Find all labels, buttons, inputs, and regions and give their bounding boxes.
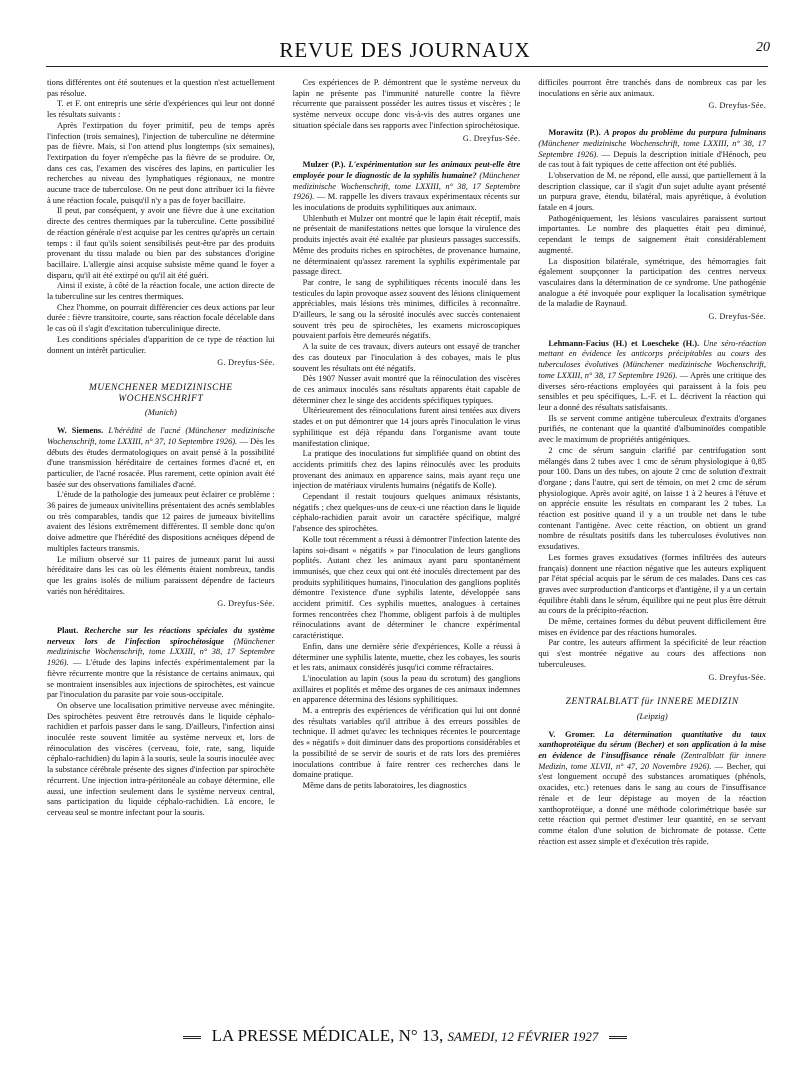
article-reference: (Münchener medizinische Wochenschrift, tome LXXIII, n° 38, 17 Septembre 1926). (47, 636, 275, 668)
journal-city: (Munich) (144, 407, 177, 418)
journal-city: (Leipzig) (636, 710, 668, 721)
paragraph: Même dans de petits laboratoires, les diagnostics (302, 781, 467, 790)
paragraph: A la suite de ces travaux, divers auteurs ont essayé de trancher des cas douteux par l'inoculation à des cobayes, mais le plus souvent les résultats ont été négatifs. (292, 342, 521, 373)
signature: G. Dreyfus-Sée. (708, 672, 767, 682)
article-paragraph (538, 730, 766, 848)
paragraph: On observe une localisation primitive nerveuse avec méningite. Des spirochètes peuvent être retrouvés dans le liquide céphalo-rachidien et parfois passer dans le sang. D'ailleurs, l'infection ainsi inoculée reste souvent limitée au système nerveux et, lors de réinoculation des viscères (cerveau, foie, rate, sang, liquide céphalo-rachidien) du lapin à la souris, seule la souris inoculée avec la substance cérébrale présente des signes d'infection par spirochète récurrent. Une injection intra-péritonéale au cobaye détermine, elle aussi, une infection seulement dans le système nerveux central, sans participation du liquide céphalo-rachidien. Là encore, le cerveau seul se montre infectant pour la souris. (47, 700, 275, 817)
paragraph: Cependant il restait toujours quelques animaux résistants, négatifs ; chez quelques-uns de ceux-ci une réaction dans le liquide céphalo-rachidien parait avoir un caractère spécifique, malgré l'absence des spirochètes. (292, 492, 521, 534)
footer-rule (183, 1036, 201, 1039)
paragraph: La pratique des inoculations fut simplifiée quand on obtint des accidents primitifs chez des lapins réinoculés avec les produits provenant des animaux en apparence sains, mais ayant reçu une injection de matériaux virulents humains (négatifs de Kolle). (292, 449, 521, 491)
column-3 (538, 78, 766, 1018)
paragraph: Il peut, par conséquent, y avoir une fièvre due à une excitation directe des centres thermiques par la tuberculine. Cette possibilité de réaction générale n'est acquise par les centres qu'après un certain temps : il faut qu'ils soient sensibilisés peut-être par des produits provenant du tissu malade ou bien par des substances d'origine bacillaire. L'allergie ainsi acquise subsiste même quand le foyer a disparu, qu'il ait été extirpé ou qu'il ait été guéri. (47, 206, 275, 280)
footer-journal: LA PRESSE MÉDICALE, N° 13, (211, 1026, 444, 1045)
signature: G. Dreyfus-Sée. (708, 312, 767, 322)
article-author: Morawitz (P.). (548, 128, 601, 138)
paragraph: Après l'extirpation du foyer primitif, peu de temps après l'infection (trois semaines), l'injection de tuberculine ne détermine pas de fièvre. Mais, si l'on attend plus longtemps (six semaines), l'extirpation du foyer n'empêche pas la fièvre de se produire. Or, dans ces cas, l'examen des viscères des lapins, en particulier les recherches au niveau des lymphatiques régionaux, ne montre aucune trace de tuberculose. On ne peut donc attribuer ici la fièvre à une réaction focale, puisqu'il n'y a pas de foyer bacillaire. (47, 120, 275, 205)
article-text: — M. rappelle les divers travaux expérimentaux récents sur les inoculations de produits syphilitiques aux animaux. (292, 192, 521, 213)
article-author: W. Siemens. (57, 426, 104, 436)
paragraph: Chez l'homme, on pourrait différencier ces deux actions par leur durée : fièvre transitoire, courte, sans réaction focale décelable dans le cas où il s'agit d'excitation tuberculinique directe. (47, 302, 275, 334)
paragraph: Ainsi il existe, à côté de la réaction focale, une action directe de la tuberculine sur les centres thermiques. (47, 281, 275, 302)
paragraph: Les formes graves exsudatives (formes infiltrées des auteurs français) donnent une réaction négative que les auteurs expliquent par l'état spécial acquis par le sérum de ces malades. Dans ces cas graves avec surproduction d'anticorps et d'antigène, il y a un certain équilibre établi dans le sérum, équilibre qui ne peut plus être détruit au cours de la précipito-réaction. (538, 552, 767, 616)
paragraph: difficiles pourront être tranchés dans de nombreux cas par les inoculations en série aux animaux. (538, 78, 767, 98)
article-author: Plaut. (57, 626, 79, 636)
paragraph: De même, certaines formes du début peuvent difficilement être mises en évidence par des réactions humorales. (538, 617, 767, 637)
paragraph: Par contre, les auteurs affirment la spécificité de leur réaction qui s'est montrée négative au cours des affections non tuberculeuses. (538, 638, 767, 669)
footer-rule (609, 1036, 627, 1039)
journal-section-title: REVUE DES JOURNAUX (279, 38, 531, 62)
signature: G. Dreyfus-Sée. (217, 599, 275, 609)
article-text: — Dès les débuts des études dermatologiques on avait pensé à la possibilité d'une transmission héréditaire de certaines formes d'acné et, en particulier, de l'acné rosacée. Plus rarement, cette opinion avait été basée sur des observations familiales d'acné. (47, 436, 275, 489)
article-title: Une séro-réaction mettant en évidence les anticorps précipitables au cours des tuberculoses évolutives (538, 338, 767, 370)
paragraph: Les conditions spéciales d'apparition de ce type de réaction lui donnent un intérêt particulier. (47, 334, 275, 355)
paragraph: L'étude de la pathologie des jumeaux peut éclairer ce problème : 36 paires de jumeaux univitellins présentaient des acnés semblables ou très comparables, tandis que 12 paires de jumeaux bivitellins avaient des lésions extrêmement différentes. Il semble donc qu'on doive admettre que l'hérédité des dispositions acnéiques dépend de multiples facteurs transmis. (47, 490, 275, 553)
article-text: — Depuis la description initiale d'Hénoch, peu de cas tout à fait typiques de cette affection ont été publiés. (538, 149, 767, 170)
footer-date: SAMEDI, 12 FÉVRIER 1927 (447, 1029, 599, 1044)
article-text: — L'étude des lapins infectés expérimentalement par la fièvre récurrente montre que la résistance de certains animaux, qui se montraient insensibles aux injections de spirochètes, est vaincue par l'inoculation du parasite par voie sous-occipitale. (47, 658, 275, 700)
article-title: L'hérédité de l'acné (108, 426, 181, 436)
article-author: Mulzer (P.). (302, 160, 346, 170)
signature: G. Dreyfus-Sée. (217, 358, 275, 368)
page-number: 20 (756, 40, 770, 55)
article-paragraph (47, 426, 275, 490)
paragraph: L'observation de M. ne répond, elle aussi, que partiellement à la description classique, car il s'agit d'un sujet adulte ayant présenté un purpura grave, étendu, bilatéral, mais apyrétique, à évolution fatale en 4 jours. (538, 170, 767, 213)
paragraph: Le milium observé sur 11 paires de jumeaux parut lui aussi héréditaire dans les cas où les éléments étaient nombreux, tandis que les grains isolés de milium paraissent dépendre de facteurs variés non héréditaires. (47, 554, 275, 596)
paragraph: Ces expériences de P. démontrent que le système nerveux du lapin ne présente pas l'immunité naturelle contre la fièvre récurrente que paraissent posséder les autres tissus et viscères ; le système nerveux occupe donc vis-à-vis des autres organes une situation spéciale dans ses rapports avec l'infection spirochétosique. (292, 78, 521, 130)
page-header (40, 38, 770, 64)
paragraph: Ils se servent comme antigène tuberculeux d'extraits d'organes purifiés, ne contenant que la quantité d'albuminoïdes compatible avec le maximum de propriétés antigéniques. (538, 413, 767, 445)
paragraph: La disposition bilatérale, symétrique, des hémorragies fait également soupçonner la participation des centres nerveux vasculaires dans la détermination de ce syndrome. Une pathogénie analogue a été invoquée pour expliquer la localisation symétrique de la maladie de Raynaud. (538, 256, 767, 309)
paragraph: L'inoculation au lapin (sous la peau du scrotum) des ganglions axillaires et poplités et même des organes de ces animaux indemnes en apparence détermina des lésions syphilitiques. (292, 673, 521, 705)
paragraph: M. a entrepris des expériences de vérification qui lui ont donné des résultats variables qu'il attribue à des erreurs possibles de technique. Il admet qu'avec les techniques récentes le pourcentage des « négatifs » doit diminuer dans des proportions considérables et la possibilité de se servir de souris et de rats lors des premières inoculations contribue à faire rentrer ces recherches dans le domaine pratique. (292, 706, 521, 780)
article-paragraph (293, 160, 521, 214)
column-1 (47, 78, 275, 1018)
article-paragraph (538, 128, 766, 171)
article-title: Recherche sur les réactions spéciales du système nerveux lors de l'infection spirochétosique (47, 626, 275, 646)
paragraph: 2 cmc de sérum sanguin clarifié par centrifugation sont mélangés dans 2 tubes avec 1 cmc de sérum physiologique à 0,85 pour 100. Dans un des tubes, on ajoute 2 cmc de solution d'extrait d'organe ; dans l'autre, qui sert de témoin, on met 2 cmc de sérum physiologique. Après avoir agité, on laisse 1 à 2 heures à l'étuve et on apprécie ensuite les résultats en comparant les 2 tubes. La réaction est positive quand il y a un trouble net dans le tube contenant l'antigène. Avec cette réaction, on obtient un grand nombre de résultats positifs dans les tuberculoses évolutives non exsudatives. (538, 445, 767, 552)
article-author: V. Gromer. (548, 729, 596, 739)
paragraph: Pathogéniquement, les lésions vasculaires paraissent surtout importantes. Le nombre des plaquettes était peu diminué, cependant le temps de saignement était considérablement augmenté. (538, 213, 767, 255)
article-reference: (Münchener medizinische Wochenschrift, tome LXXIII, n° 38, 17 Septembre 1926). (292, 170, 521, 202)
article-text: — Après une critique des diverses séro-réactions employées qui paraissent à la fois peu sensibles et peu spécifiques, L.-F. et L. décrivent la réaction qui leur a donné des résultats satisfaisants. (538, 370, 767, 412)
paragraph: Dès 1907 Nusser avait montré que la réinoculation des viscères de ces animaux inoculés sans résultats apparents était capable de déterminer chez le singe des accidents spécifiques typiques. (292, 374, 521, 405)
article-title: La détermination quantitative du taux xanthoprotéique du sérum (Becher) et son application à la mise en évidence de l'insuffisance rénale (538, 729, 767, 761)
header-rule (46, 66, 768, 67)
article-reference: (Zentralblatt für innere Medizin, tome XLVII, n° 47, 20 Novembre 1926). (538, 751, 766, 771)
signature: G. Dreyfus-Sée. (708, 101, 767, 111)
article-text: — Becher, qui s'est longuement occupé des substances aromatiques (phénols, oxacides, etc.) retenues dans le sang au cours de l'insuffisance rénale et de leur dépistage au moyen de la réaction xanthoprotéique, a donné une méthode colorimétrique basée sur cette réaction qui permet d'estimer leur quantité, en se servant comme étalon d'une solution de bichromate de potasse. Cette réaction est assez simple et d'exécution très rapide. (538, 761, 767, 846)
journal-heading: ZENTRALBLATT für INNERE MEDIZIN (565, 697, 739, 708)
paragraph: Ultérieurement des réinoculations furent ainsi tentées aux divers stades et on put démontrer que 14 jours après l'inoculation le virus syphilitique est déjà répandu dans l'organisme avant toute manifestation clinique. (292, 406, 521, 448)
column-2 (293, 78, 521, 1018)
article-reference: (Münchener medizinische Wochenschrift, tome LXXIII, n° 38, 17 Septembre 1926). (538, 138, 767, 159)
article-title: A propos du problème du purpura fulminans (604, 128, 767, 138)
paragraph: Uhlenhuth et Mulzer ont montré que le lapin était réceptif, mais ne présentait de manifestations nettes que lorsque la virulence des produits injectés avait été exaltée par plusieurs passages successifs. Même des produits riches en spirochètes, de provenance humaine, ne déterminaient qu'assez rarement la syphilis expérimentale par passage direct. (292, 213, 521, 277)
article-title: L'expérimentation sur les animaux peut-elle être employée pour le diagnostic de la syphilis humaine? (292, 160, 521, 180)
paragraph: T. et F. ont entrepris une série d'expériences qui leur ont donné les résultats suivants : (47, 99, 275, 120)
article-reference: (Münchener medizinische Wochenschrift, tome LXXIII, n° 37, 10 Septembre 1926). (47, 426, 275, 446)
article-author: Lehmann-Facius (H.) et Loescheke (H.). (548, 338, 700, 348)
text-columns (47, 78, 766, 1018)
signature: G. Dreyfus-Sée. (462, 133, 521, 143)
paragraph: Par contre, le sang de syphilitiques récents inoculé dans les testicules du lapin provoque assez souvent des lésions cliniquement appréciables, mais lésions très minimes, difficiles à reconnaître. D'ailleurs, le sang ou la sérosité inoculés avec succès contenaient souvent très peu de spirochètes, les examens microscopiques pouvaient parfois être demeurés négatifs. (292, 277, 521, 341)
article-paragraph (47, 626, 275, 701)
paragraph: Enfin, dans une dernière série d'expériences, Kolle a réussi à déterminer une syphilis latente, muette, chez les cobayes, les souris et les rats, animaux considérés jusqu'ici comme réfractaires. (292, 641, 521, 673)
journal-heading: MUENCHENER MEDIZINISCHE WOCHENSCHRIFT (88, 382, 233, 404)
paragraph: Kolle tout récemment a réussi à démontrer l'infection latente des lapins soi-disant « négatifs » par l'inoculation de leurs ganglions poplités. Autant chez les animaux ayant paru spontanément immunisés, que chez ceux qui ont été inoculés directement par des produits syphilitiques humains, l'inoculation des ganglions poplités démontre l'existence d'une syphilis latente, développée sans accident primitif. Ces syphilis muettes, analogues à certaines formes rencontrées chez l'homme, obligent parfois à de multiples réinoculations avant de déterminer le chancre expérimental caractéristique. (292, 534, 521, 641)
article-reference: (Münchener medizinische Wochenschrift, tome LXXIII, n° 38, 17 Septembre 1926). (538, 360, 767, 380)
article-paragraph (538, 339, 766, 414)
paragraph: tions différentes ont été soutenues et la question n'est actuellement pas résolue. (47, 78, 275, 98)
page-footer (40, 1026, 770, 1048)
